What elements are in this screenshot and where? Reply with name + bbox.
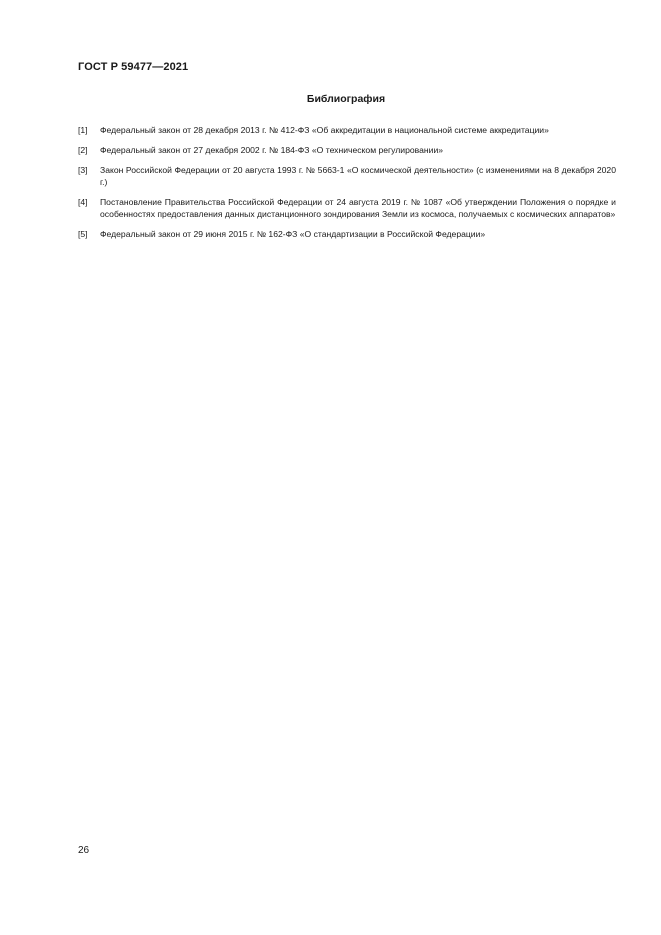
bibliography-item-text: Федеральный закон от 29 июня 2015 г. № 162-ФЗ «О стандартизации в Российской Федерации» <box>100 228 486 239</box>
bibliography-item-number: [3] <box>78 164 88 175</box>
bibliography-item-text: Постановление Правительства Российской Федерации от 24 августа 2019 г. № 1087 «Об утверждении Положения о порядке и особенностях предоставления данных дистанционного зондирования Земли из космоса, получаемых с космических аппаратов» <box>100 196 616 219</box>
bibliography-item <box>78 164 616 188</box>
bibliography-item <box>78 228 616 240</box>
bibliography-item <box>78 196 616 220</box>
bibliography-item-number: [1] <box>78 125 88 135</box>
bibliography-item-number: [5] <box>78 228 88 239</box>
document-header: ГОСТ Р 59477—2021 <box>78 61 189 73</box>
page-number: 26 <box>78 845 90 856</box>
bibliography-item <box>78 144 616 156</box>
bibliography-list <box>78 124 616 247</box>
bibliography-item-text: Федеральный закон от 28 декабря 2013 г. № 412-ФЗ «Об аккредитации в национальной системе аккредитации» <box>100 125 549 135</box>
bibliography-item-number: [4] <box>78 196 88 207</box>
bibliography-item <box>78 124 616 136</box>
bibliography-item-text: Закон Российской Федерации от 20 августа 1993 г. № 5663-1 «О космической деятельности» (с изменениями на 8 декабря 2020 г.) <box>100 164 616 187</box>
bibliography-item-text: Федеральный закон от 27 декабря 2002 г. № 184-ФЗ «О техническом регулировании» <box>100 144 444 155</box>
bibliography-item-number: [2] <box>78 144 88 155</box>
section-title: Библиография <box>306 93 386 105</box>
